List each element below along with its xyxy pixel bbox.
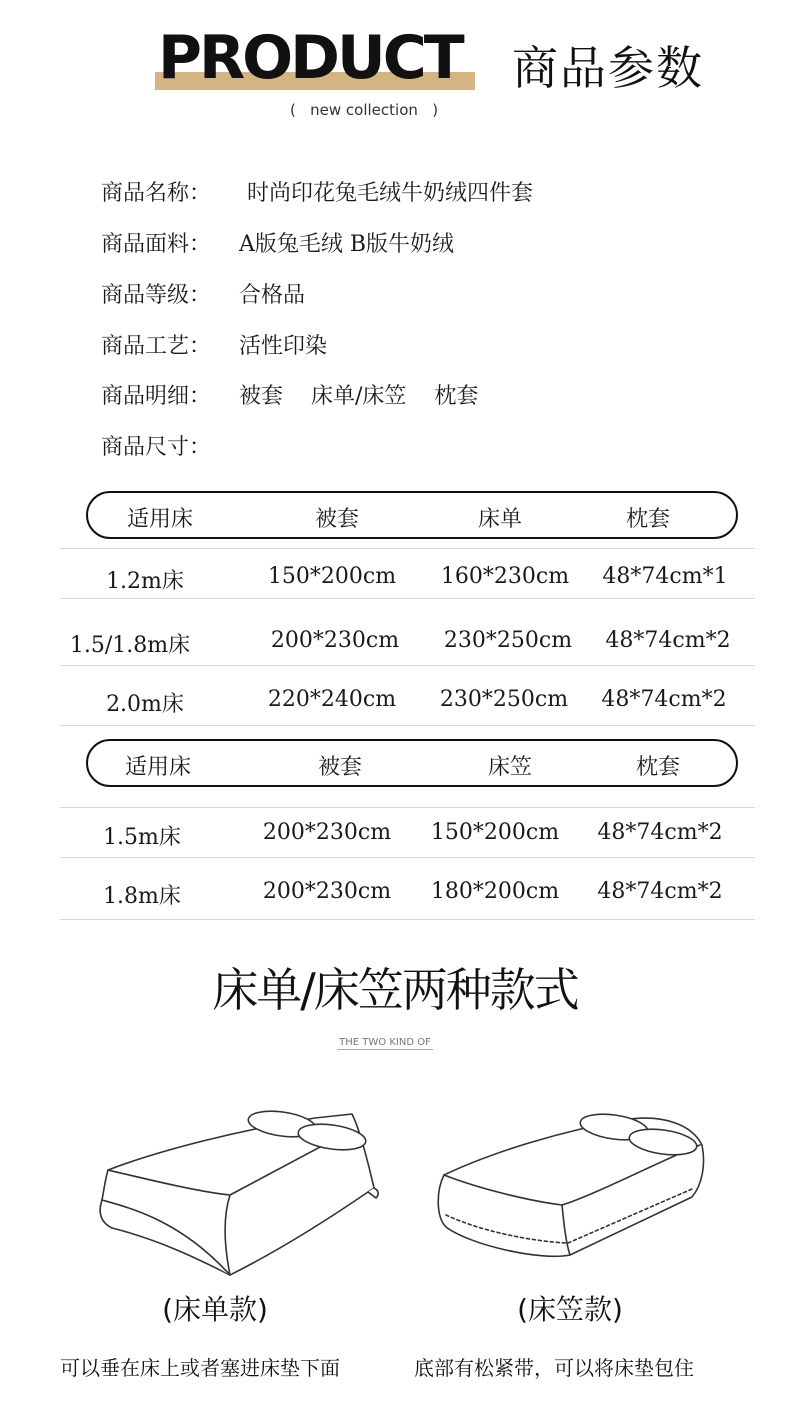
table-divider xyxy=(60,857,755,858)
param-value: A版兔毛绒 B版牛奶绒 xyxy=(239,232,455,257)
table-cell: 1.5m床 xyxy=(103,825,181,850)
header-product-word: PRODUCT xyxy=(158,23,462,93)
table-cell: 1.2m床 xyxy=(106,569,184,594)
flat-sheet-caption: (床单款) xyxy=(162,1293,268,1326)
table-header-cell: 适用床 xyxy=(124,755,191,780)
table-header-cell: 床单 xyxy=(477,507,522,532)
table-cell: 200*230cm xyxy=(270,628,400,653)
param-label: 商品等级： xyxy=(101,283,212,308)
param-label: 商品尺寸： xyxy=(101,435,212,460)
table-divider xyxy=(60,598,755,599)
table-header-cell: 枕套 xyxy=(625,507,670,532)
param-value: 被套 床单/床笠 枕套 xyxy=(239,384,479,409)
fitted-sheet-bed-icon xyxy=(430,1105,720,1275)
param-label: 商品面料： xyxy=(101,232,212,257)
table-header-cell: 被套 xyxy=(317,755,362,780)
table-divider xyxy=(60,725,755,726)
table-cell: 48*74cm*1 xyxy=(602,564,728,589)
table-cell: 230*250cm xyxy=(443,628,573,653)
header-subtitle: ( new collection ) xyxy=(290,101,439,119)
table-divider xyxy=(60,665,755,666)
table-divider xyxy=(60,807,755,808)
param-value: 时尚印花兔毛绒牛奶绒四件套 xyxy=(247,181,534,206)
table-divider xyxy=(60,919,755,920)
fitted-sheet-caption: (床笠款) xyxy=(517,1293,623,1326)
page-title: 商品参数 xyxy=(512,41,704,95)
table-cell: 1.8m床 xyxy=(103,884,181,909)
table-divider xyxy=(60,548,755,549)
param-row-fabric xyxy=(101,227,454,263)
fitted-sheet-description: 底部有松紧带，可以将床垫包住 xyxy=(414,1356,694,1380)
param-label: 商品明细： xyxy=(101,384,212,409)
param-row-details xyxy=(101,379,478,415)
param-row-craft xyxy=(101,329,327,365)
table-cell: 160*230cm xyxy=(440,564,570,589)
table-cell: 220*240cm xyxy=(267,687,397,712)
param-row-size xyxy=(101,430,239,466)
styles-section-subtitle-text: THE TWO KIND OF xyxy=(339,1037,431,1048)
table-cell: 200*230cm xyxy=(262,879,392,904)
table-cell: 48*74cm*2 xyxy=(597,820,723,845)
table-cell: 48*74cm*2 xyxy=(605,628,731,653)
styles-section-subtitle xyxy=(0,1037,770,1048)
table-header-cell: 枕套 xyxy=(635,755,680,780)
table-cell: 48*74cm*2 xyxy=(601,687,727,712)
table-cell: 2.0m床 xyxy=(106,692,184,717)
table-header-cell: 被套 xyxy=(314,507,359,532)
table-header-cell: 适用床 xyxy=(126,507,193,532)
param-row-grade xyxy=(101,278,305,314)
styles-section-title: 床单/床笠两种款式 xyxy=(212,963,578,1017)
param-label: 商品工艺： xyxy=(101,334,212,359)
table-header-cell: 床笠 xyxy=(487,755,532,780)
param-value: 合格品 xyxy=(239,283,306,308)
table-cell: 1.5/1.8m床 xyxy=(69,633,191,658)
table-cell: 230*250cm xyxy=(439,687,569,712)
table-cell: 200*230cm xyxy=(262,820,392,845)
table-cell: 48*74cm*2 xyxy=(597,879,723,904)
flat-sheet-description: 可以垂在床上或者塞进床垫下面 xyxy=(60,1356,340,1380)
flat-sheet-bed-icon xyxy=(90,1100,390,1285)
param-value: 活性印染 xyxy=(239,334,328,359)
table-cell: 150*200cm xyxy=(430,820,560,845)
table-cell: 180*200cm xyxy=(430,879,560,904)
table-cell: 150*200cm xyxy=(267,564,397,589)
param-row-name xyxy=(101,176,533,212)
param-label: 商品名称： xyxy=(101,181,212,206)
